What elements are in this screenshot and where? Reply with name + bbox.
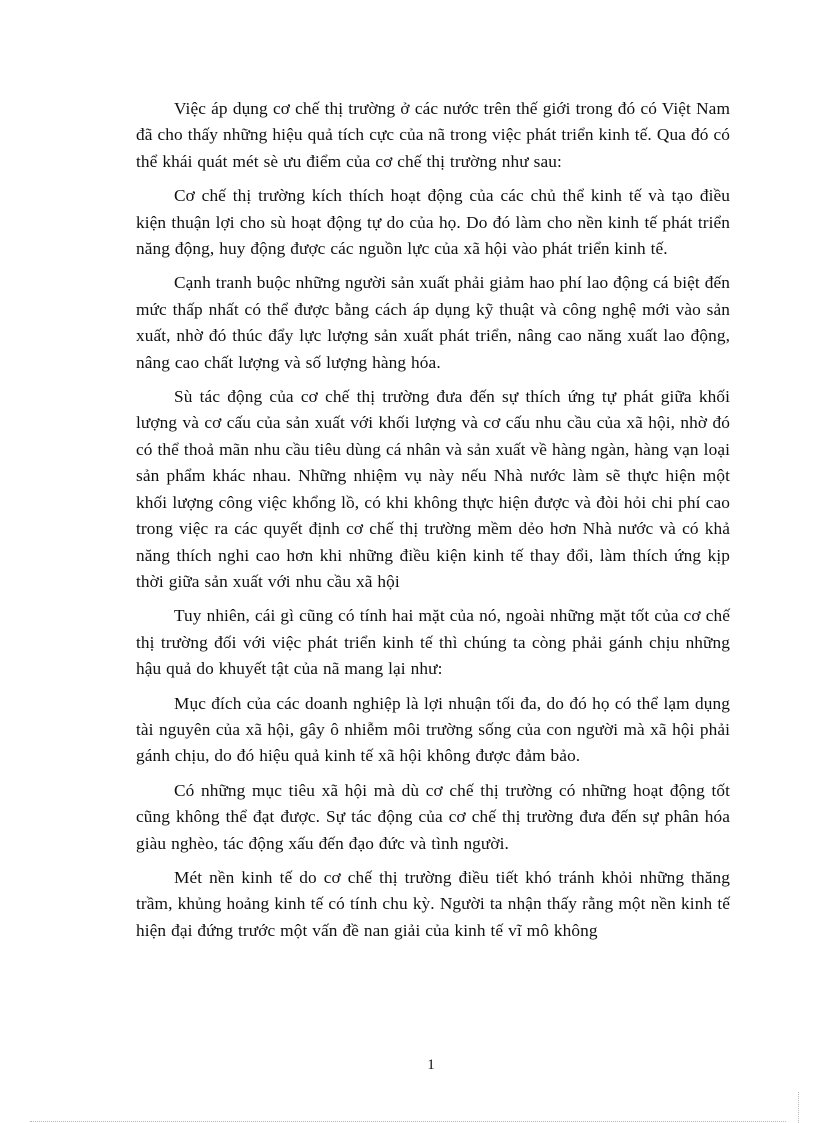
paragraph-7: Có những mục tiêu xã hội mà dù cơ chế thị trường có những hoạt động tốt cũng không thể đạt được. Sự tác động của cơ chế thị trường đưa đến sự phân hóa giàu nghèo, tác động xấu đến đạo đức và tình người.	[136, 780, 730, 853]
page-bottom-border	[30, 1121, 786, 1122]
page-number: 1	[427, 1057, 435, 1073]
paragraph-4: Sù tác động của cơ chế thị trường đưa đến sự thích ứng tự phát giữa khối lượng và cơ cấu của sản xuất với khối lượng và cơ cấu nhu cầu của xã hội, nhờ đó có thể thoả mãn nhu cầu tiêu dùng cá nhân và sản xuất về hàng ngàn, hàng vạn loại sản phẩm khác nhau. Những nhiệm vụ này nếu Nhà nước làm sẽ thực hiện một khối lượng công việc khổng lồ, có khi không thực hiện được và đòi hỏi chi phí cao trong việc ra các quyết định cơ chế thị trường mềm dẻo hơn Nhà nước và có khả năng thích nghi cao hơn khi những điều kiện kinh tế thay đổi, làm thích ứng kịp thời giữa sản xuất với nhu cầu xã hội	[136, 387, 730, 591]
paragraph-5: Tuy nhiên, cái gì cũng có tính hai mặt của nó, ngoài những mặt tốt của cơ chế thị trường đối với việc phát triển kinh tế thì chúng ta còng phải gánh chịu những hậu quả do khuyết tật của nã mang lại như:	[136, 606, 730, 679]
paragraph-2: Cơ chế thị trường kích thích hoạt động của các chủ thể kinh tế và tạo điều kiện thuận lợi cho sù hoạt động tự do của họ. Do đó làm cho nền kinh tế phát triển năng động, huy động được các nguồn lực của xã hội vào phát triển kinh tế.	[136, 186, 730, 259]
paragraph-8: Mét nền kinh tế do cơ chế thị trường điều tiết khó tránh khỏi những thăng trầm, khủng hoảng kinh tế có tính chu kỳ. Người ta nhận thấy rằng một nền kinh tế hiện đại đứng trước một vấn đề nan giải của kinh tế vĩ mô không	[136, 867, 730, 940]
paragraph-6: Mục đích của các doanh nghiệp là lợi nhuận tối đa, do đó họ có thể lạm dụng tài nguyên của xã hội, gây ô nhiễm môi trường sống của con người mà xã hội phải gánh chịu, do đó hiệu quả kinh tế xã hội không được đảm bảo.	[136, 693, 730, 766]
body-text	[136, 96, 730, 952]
paragraph-1: Việc áp dụng cơ chế thị trường ở các nước trên thế giới trong đó có Việt Nam đã cho thấy những hiệu quả tích cực của nã trong việc phát triển kinh tế. Qua đó có thể khái quát mét sè ưu điểm của cơ chế thị trường như sau:	[136, 99, 730, 171]
page-corner-marker	[798, 1092, 799, 1123]
paragraph-3: Cạnh tranh buộc những người sản xuất phải giảm hao phí lao động cá biệt đến mức thấp nhất có thể được bằng cách áp dụng kỹ thuật và công nghệ mới vào sản xuất, nhờ đó thúc đẩy lực lượng sản xuất phát triển, nâng cao năng xuất lao động, nâng cao chất lượng và số lượng hàng hóa.	[136, 273, 730, 372]
